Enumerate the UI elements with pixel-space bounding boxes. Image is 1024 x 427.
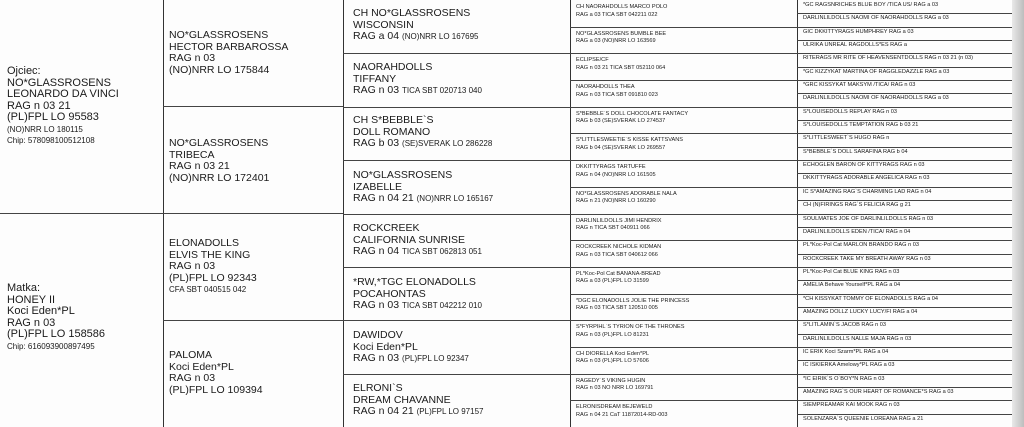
- g2-main: RAG n 03: [353, 84, 400, 96]
- g2-main: RAG b 03: [353, 137, 400, 149]
- g2-reg: (PL)FPL LO 97157: [416, 407, 484, 416]
- g2-line1: ROCKCREEK: [353, 223, 420, 234]
- g3-line: RAG n 03 (PL)FPL LO 81231: [576, 331, 649, 338]
- g4-cell: DARLINLILDOLLS NAOMI OF NAORAHDOLLS RAG a 03: [803, 95, 949, 102]
- g3-line: RAG n 03 TICA SBT 120510 005: [576, 305, 658, 312]
- grandparent-extra: CFA SBT 040515 042: [169, 285, 247, 294]
- g3-cell: [576, 31, 794, 46]
- g4-cell: PL*Koc-Pol Cat BLUE KING RAG n 03: [803, 268, 900, 275]
- g3-line: ECLIPSE/CF: [576, 57, 609, 64]
- horizontal-rule: [797, 360, 1012, 361]
- g4-cell: AMAZING RAG`S OUR HEART OF ROMANCE*S RAG a 03: [803, 388, 954, 395]
- horizontal-rule: [343, 267, 570, 268]
- g2-cell: [353, 8, 568, 43]
- sire-role: Ojciec:: [7, 66, 41, 77]
- g3-cell: [576, 84, 794, 99]
- sire-reg2: (NO)NRR LO 180115: [7, 124, 83, 134]
- sire-chip: Chip: 578098100512108: [7, 135, 95, 145]
- grandparent-line: (NO)NRR LO 172401: [169, 171, 270, 184]
- horizontal-rule: [570, 53, 797, 54]
- horizontal-rule: [797, 53, 1012, 54]
- g4-cell: DARLINLILDOLLS NAOMI OF NAORAHDOLLS RAG a 03: [803, 15, 949, 22]
- horizontal-rule: [343, 374, 570, 375]
- g2-cell: [353, 330, 568, 365]
- horizontal-rule: [163, 213, 343, 214]
- g3-cell: [576, 137, 794, 152]
- g4-cell: AMAZING DOLLZ LUCKY LUCY/FI RAG a 04: [803, 308, 918, 315]
- g3-line: RAGEDY`S VIKING HUGIN: [576, 377, 646, 384]
- horizontal-rule: [570, 187, 797, 188]
- horizontal-rule: [0, 213, 163, 214]
- g2-main: RAG n 03: [353, 352, 400, 364]
- grandparent-line: RAG n 03: [169, 372, 216, 384]
- g2-reg: TICA SBT 042212 010: [402, 301, 482, 310]
- grandparent-line: (PL)FPL LO 109394: [169, 383, 263, 396]
- grandparent-line: NO*GLASSROSENS: [169, 30, 269, 41]
- dam-line: (PL)FPL LO 158586: [7, 328, 106, 340]
- g4-cell: ULRIKA UNREAL RAGDOLLS*ES RAG a: [803, 42, 907, 49]
- g3-line: RAG b 04 (SE)SVERAK LO 269557: [576, 144, 666, 151]
- g3-cell: [576, 4, 794, 19]
- grandparent-cell: [169, 30, 341, 76]
- horizontal-rule: [570, 347, 797, 348]
- g3-line: RAG b 03 (SE)SVERAK LO 274537: [576, 118, 666, 125]
- g3-line: RAG n 04 (NO)NRR LO 161505: [576, 171, 656, 178]
- g2-line2: CALIFORNIA SUNRISE: [353, 233, 466, 246]
- horizontal-rule: [343, 53, 570, 54]
- horizontal-rule: [570, 374, 797, 375]
- g2-reg: TICA SBT 020713 040: [402, 86, 482, 95]
- g3-line: RAG n 04 21 CaT 11872014-RD-003: [576, 411, 668, 418]
- horizontal-rule: [797, 294, 1012, 295]
- g3-line: CH DIORELLA Koci Eden*PL: [576, 350, 650, 357]
- g4-cell: SIEMPREAMAR KAI MOOK RAG n 03: [803, 402, 900, 409]
- horizontal-rule: [797, 307, 1012, 308]
- grandparent-line: Koci Eden*PL: [169, 360, 234, 373]
- horizontal-rule: [797, 40, 1012, 41]
- g4-cell: GIC DKKITTYRAGS HUMPHREY RAG a 03: [803, 28, 914, 35]
- g3-line: DKKITTYRAGS TARTUFFE: [576, 164, 646, 171]
- horizontal-rule: [343, 107, 570, 108]
- horizontal-rule: [570, 160, 797, 161]
- horizontal-rule: [570, 320, 797, 321]
- g4-cell: IC S*AMAZING RAG`S CHARMING LAD RAG n 04: [803, 188, 932, 195]
- grandparent-line: RAG n 03: [169, 260, 216, 272]
- g2-main: RAG n 04 21: [353, 192, 414, 204]
- g4-cell: *GC RAGSNRICHES BLUE BOY /TICA US/ RAG a 03: [803, 2, 939, 8]
- g4-cell: *GRC KISSYKAT MAKSYM /TICA/ RAG n 03: [803, 82, 916, 89]
- grandparent-line: ELONADOLLS: [169, 238, 240, 249]
- g2-line2: DREAM CHAVANNE: [353, 393, 451, 406]
- g3-line: RAG n TICA SBT 040911 066: [576, 225, 650, 231]
- g3-line: RAG a 03 TICA SBT 042211 022: [576, 11, 658, 18]
- horizontal-rule: [570, 80, 797, 81]
- g2-line1: CH NO*GLASSROSENS: [353, 8, 471, 19]
- g4-cell: *IC EIRIK`S O`BOY*N RAG n 03: [803, 375, 885, 382]
- grandparent-line: PALOMA: [169, 350, 212, 361]
- g2-cell: [353, 115, 568, 150]
- paper-edge: [1012, 0, 1024, 427]
- g2-main: RAG a 04: [353, 30, 400, 42]
- g3-cell: [576, 404, 794, 419]
- grandparent-line: RAG n 03 21: [169, 160, 230, 172]
- g3-line: CH NAORAHDOLLS MARCO POLO: [576, 4, 668, 10]
- g2-line2: IZABELLE: [353, 180, 403, 193]
- sire-line: RAG n 03 21: [7, 99, 71, 112]
- g3-line: S*BEBBLE`S DOLL CHOCOLATE FANTACY: [576, 110, 689, 117]
- g3-line: RAG n 03 21 TICA SBT 052110 064: [576, 64, 666, 71]
- dam-line: RAG n 03: [7, 316, 56, 329]
- grandparent-line: ELVIS THE KING: [169, 248, 251, 261]
- grandparent-cell: [169, 238, 341, 296]
- horizontal-rule: [797, 240, 1012, 241]
- g3-cell: [576, 191, 794, 206]
- g3-line: ELRONISDREAM BEJEWELD: [576, 404, 653, 411]
- horizontal-rule: [797, 173, 1012, 174]
- g4-cell: DARLINLILDOLLS EDEN /TICA/ RAG n 04: [803, 228, 911, 235]
- horizontal-rule: [570, 294, 797, 295]
- g3-line: RAG n 03 TICA SBT 040612 066: [576, 251, 658, 258]
- horizontal-rule: [797, 374, 1012, 375]
- sire-line: LEONARDO DA VINCI: [7, 88, 119, 100]
- horizontal-rule: [797, 200, 1012, 201]
- g2-line1: ELRONI`S: [353, 383, 403, 394]
- g2-cell: [353, 223, 568, 258]
- g4-cell: PL*Koc-Pol Cat MARLON BRANDO RAG n 03: [803, 242, 919, 249]
- g2-main: RAG n 04: [353, 245, 400, 257]
- horizontal-rule: [797, 280, 1012, 281]
- horizontal-rule: [797, 254, 1012, 255]
- g3-line: DARLINLILDOLLS JIMI HENDRIX: [576, 217, 662, 224]
- grandparent-line: HECTOR BARBAROSSA: [169, 40, 289, 53]
- g3-line: NO*GLASSROSENS BUMBLE BEE: [576, 30, 667, 37]
- g4-cell: *CH KISSYKAT TOMMY OF ELONADOLLS RAG a 04: [803, 295, 939, 302]
- g2-cell: [353, 62, 568, 97]
- g2-reg: (NO)NRR LO 165167: [416, 194, 494, 203]
- horizontal-rule: [797, 160, 1012, 161]
- g4-cell: SOULMATES JOE OF DARLINLILDOLLS RAG n 03: [803, 215, 934, 222]
- g2-line1: NO*GLASSROSENS: [353, 170, 453, 181]
- g3-line: RAG a 03 (PL)FPL LO 31599: [576, 278, 649, 285]
- g3-cell: [576, 298, 794, 313]
- horizontal-rule: [343, 214, 570, 215]
- horizontal-rule: [797, 120, 1012, 121]
- horizontal-rule: [797, 347, 1012, 348]
- g2-line1: CH S*BEBBLE`S: [353, 115, 434, 126]
- horizontal-rule: [570, 107, 797, 108]
- grandparent-line: RAG n 03: [169, 52, 216, 64]
- dam-line: HONEY II: [7, 293, 56, 306]
- horizontal-rule: [797, 133, 1012, 134]
- g2-line1: DAWIDOV: [353, 330, 403, 341]
- g4-cell: S*LITTLESWEET`S HUGO RAG n: [803, 135, 890, 142]
- horizontal-rule: [797, 67, 1012, 68]
- g2-reg: (PL)FPL LO 92347: [402, 354, 469, 363]
- horizontal-rule: [797, 13, 1012, 14]
- grandparent-line: TRIBECA: [169, 148, 215, 161]
- g3-line: *DGC ELONADOLLS JOLIE THE PRINCESS: [576, 297, 690, 304]
- horizontal-rule: [797, 93, 1012, 94]
- g2-line1: *RW,*TGC ELONADOLLS: [353, 277, 476, 288]
- horizontal-rule: [797, 27, 1012, 28]
- g2-line2: WISCONSIN: [353, 18, 414, 31]
- g4-cell: S*BEBBLE`S DOLL SARAFINA RAG b 04: [803, 148, 908, 155]
- dam-line: Koci Eden*PL: [7, 305, 75, 317]
- dam-cell: [7, 283, 162, 363]
- horizontal-rule: [570, 240, 797, 241]
- g3-cell: [576, 324, 794, 339]
- g4-cell: IC ISKIERKA Amelowy*PL RAG a 03: [803, 362, 895, 369]
- g2-main: RAG n 04 21: [353, 405, 414, 417]
- horizontal-rule: [163, 320, 343, 321]
- g3-line: PL*Koc-Pol Cat BANANA-BREAD: [576, 270, 661, 277]
- horizontal-rule: [343, 320, 570, 321]
- g4-cell: IC ERIK Koci Szarm*PL RAG a 04: [803, 348, 889, 355]
- horizontal-rule: [163, 106, 343, 107]
- sire-cell: [7, 66, 162, 156]
- horizontal-rule: [797, 187, 1012, 188]
- g3-line: NAORAHDOLLS THEA: [576, 84, 635, 91]
- horizontal-rule: [570, 400, 797, 401]
- g3-cell: [576, 244, 794, 259]
- horizontal-rule: [797, 227, 1012, 228]
- g2-cell: [353, 383, 568, 418]
- horizontal-rule: [797, 400, 1012, 401]
- g4-cell: DARLINLILDOLLS NALLE MAJA RAG n 03: [803, 335, 912, 342]
- g2-line1: NAORAHDOLLS: [353, 62, 433, 73]
- g4-cell: CH (N)FIRINGS RAG`S FELICIA RAG g 21: [803, 202, 911, 209]
- g4-cell: RITERAGS MR RITE OF HEAVENSENTDOLLS RAG n 03 21 (n 03): [803, 55, 973, 62]
- g3-cell: [576, 111, 794, 126]
- g3-cell: [576, 218, 794, 233]
- horizontal-rule: [570, 133, 797, 134]
- g4-cell: AMELIA Behave Yourself*PL RAG a 04: [803, 282, 901, 289]
- horizontal-rule: [797, 334, 1012, 335]
- dam-chip: Chip: 616093900897495: [7, 341, 95, 351]
- g3-cell: [576, 57, 794, 72]
- horizontal-rule: [797, 387, 1012, 388]
- horizontal-rule: [797, 214, 1012, 215]
- g2-reg: (NO)NRR LO 167695: [402, 32, 479, 41]
- g2-line2: POCAHONTAS: [353, 287, 426, 300]
- g3-cell: [576, 378, 794, 393]
- g2-main: RAG n 03: [353, 299, 400, 311]
- horizontal-rule: [797, 320, 1012, 321]
- g4-cell: S*LITLAMIN`S JACOB RAG n 03: [803, 322, 886, 329]
- g3-line: S*LITTLESWEETIE`S KISSE KATTSVANS: [576, 137, 684, 144]
- horizontal-rule: [797, 147, 1012, 148]
- grandparent-cell: [169, 350, 341, 396]
- g3-line: ROCKCREEK NICHOLE KIDMAN: [576, 244, 662, 251]
- g2-cell: [353, 277, 568, 312]
- horizontal-rule: [570, 27, 797, 28]
- horizontal-rule: [343, 160, 570, 161]
- grandparent-line: (NO)NRR LO 175844: [169, 63, 270, 76]
- g4-cell: S*LOUISEDOLLS TEMPTATION RAG b 03 21: [803, 122, 919, 129]
- g3-cell: [576, 271, 794, 286]
- g4-cell: SOLENZARA`S QUEENIE LOREANA RAG a 21: [803, 415, 924, 422]
- horizontal-rule: [797, 80, 1012, 81]
- g2-reg: TICA SBT 062813 051: [402, 247, 482, 256]
- horizontal-rule: [797, 267, 1012, 268]
- horizontal-rule: [570, 267, 797, 268]
- g2-line2: TIFFANY: [353, 72, 397, 85]
- horizontal-rule: [797, 414, 1012, 415]
- g2-line2: DOLL ROMANO: [353, 125, 431, 138]
- grandparent-line: (PL)FPL LO 92343: [169, 271, 257, 284]
- g3-line: S*FYRPIHL`S TYRION OF THE THRONES: [576, 324, 685, 331]
- g3-line: RAG n 03 (PL)FPL LO 57606: [576, 358, 649, 365]
- g4-cell: *GC KIZZYKAT MARTINA OF RAGGLEDAZZLE RAG a 03: [803, 68, 950, 75]
- g4-cell: S*LOUISEDOLLS REPLAY RAG n 03: [803, 108, 897, 115]
- dam-role: Matka:: [7, 283, 41, 294]
- grandparent-line: NO*GLASSROSENS: [169, 138, 269, 149]
- g3-line: RAG n 03 TICA SBT 091810 023: [576, 91, 658, 98]
- g4-cell: ECHOGLEN BARON OF KITTYRAGS RAG n 03: [803, 162, 925, 169]
- g3-cell: [576, 351, 794, 366]
- g3-cell: [576, 164, 794, 179]
- grandparent-cell: [169, 138, 341, 184]
- horizontal-rule: [797, 107, 1012, 108]
- g4-cell: ROCKCREEK TAKE MY BREATH AWAY RAG n 03: [803, 255, 931, 262]
- horizontal-rule: [570, 214, 797, 215]
- g3-line: RAG n 21 (NO)NRR LO 160290: [576, 198, 656, 205]
- sire-line: (PL)FPL LO 95583: [7, 111, 99, 123]
- sire-line: NO*GLASSROSENS: [7, 76, 111, 89]
- g3-line: RAG a 03 (NO)NRR LO 163569: [576, 38, 656, 45]
- g2-reg: (SE)SVERAK LO 286228: [402, 139, 493, 148]
- g2-line2: Koci Eden*PL: [353, 340, 418, 353]
- g2-cell: [353, 170, 568, 205]
- g4-cell: DKKITTYRAGS ADORABLE ANGELICA RAG n 03: [803, 175, 930, 182]
- g3-line: RAG n 03 NO NRR LO 169791: [576, 385, 654, 392]
- g3-line: NO*GLASSROSENS ADORABLE NALA: [576, 190, 677, 197]
